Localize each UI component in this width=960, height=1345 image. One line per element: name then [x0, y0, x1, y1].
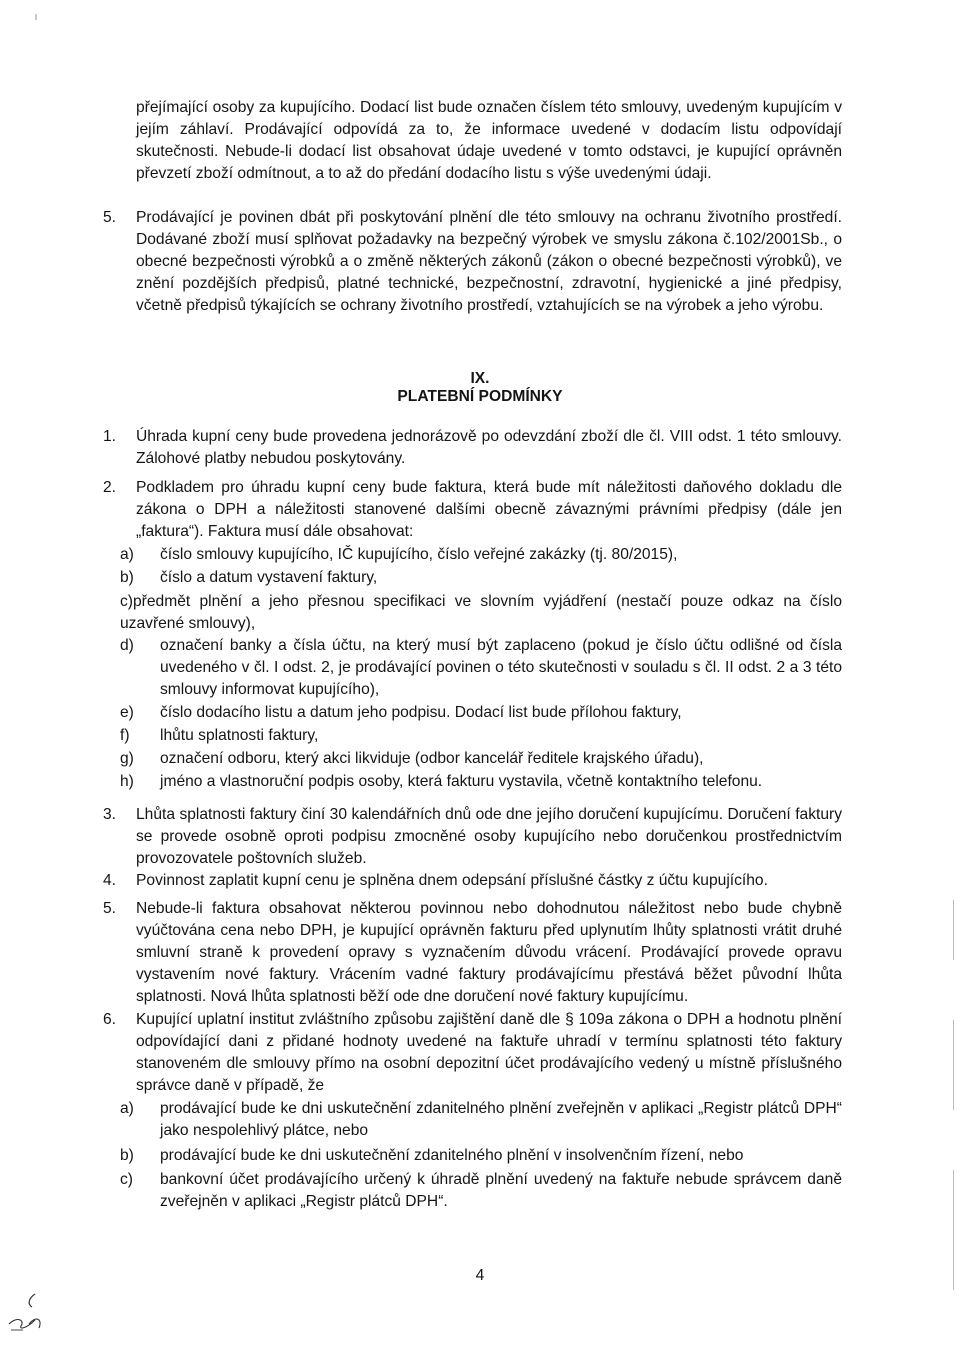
invoice-requirement-f: lhůtu splatnosti faktury, — [160, 727, 319, 744]
section-number: IX. — [470, 370, 490, 387]
payment-item-6: Kupující uplatní institut zvláštního způsobu zajištění daně dle § 109a zákona o DPH a hodnotu plnění odpovídající dani z přidané hodnoty uvedené na faktuře uhradí v termínu splatnosti této faktury stanoveném dle smlouvy přímo na osobní depozitní účet prodávajícího vedený u místně příslušného správce daně v případě, že — [136, 1011, 842, 1094]
subitem-letter: h) — [120, 773, 134, 790]
subitem-letter: g) — [120, 750, 134, 767]
item-number: 6. — [103, 1011, 117, 1028]
payment-item-1: Úhrada kupní ceny bude provedena jednorázově po odevzdání zboží dle čl. VIII odst. 1 této smlouvy. Zálohové platby nebudou poskytovány. — [136, 428, 842, 467]
vat-condition-b: prodávající bude ke dni uskutečnění zdanitelného plnění v insolvenčním řízení, nebo — [160, 1147, 744, 1164]
invoice-requirement-e: číslo dodacího listu a datum jeho podpisu. Dodací list bude přílohou faktury, — [160, 704, 682, 721]
section-title: PLATEBNÍ PODMÍNKY — [397, 388, 563, 405]
environment-paragraph: Prodávající je povinen dbát při poskytování plnění dle této smlouvy na ochranu životního prostředí. Dodávané zboží musí splňovat požadavky na bezpečný výrobek ve smyslu zákona č.102/2001Sb., o obecné bezpečnosti výrobků a o změně některých zákonů (zákon o obecné bezpečnosti výrobků), ve znění pozdějších předpisů, platné technické, bezpečnostní, zdravotní, hygienické a jiné předpisy, včetně předpisů týkajících se ochrany životního prostředí, vztahujících se na výrobek a jeho výrobu. — [136, 209, 842, 314]
subitem-letter: e) — [120, 704, 134, 721]
vat-condition-a: prodávající bude ke dni uskutečnění zdanitelného plnění zveřejněn v aplikaci „Registr plátců DPH“ jako nespolehlivý plátce, nebo — [160, 1100, 842, 1139]
subitem-letter: b) — [120, 569, 134, 586]
subitem-letter: a) — [120, 546, 134, 563]
invoice-requirement-a: číslo smlouvy kupujícího, IČ kupujícího, číslo veřejné zakázky (tj. 80/2015), — [160, 546, 678, 563]
handwritten-initials-icon — [5, 1290, 50, 1335]
invoice-requirement-b: číslo a datum vystavení faktury, — [160, 569, 378, 586]
item-number: 5. — [103, 900, 117, 917]
subitem-letter: b) — [120, 1147, 134, 1164]
invoice-requirement-d: označení banky a čísla účtu, na který musí být zaplaceno (pokud je číslo účtu odlišné od čísla uvedeného v čl. I odst. 2, je prodávající povinen o této skutečnosti v souladu s čl. II odst. 2 a 3 této smlouvy informovat kupujícího), — [160, 637, 842, 698]
item-number: 3. — [103, 806, 117, 823]
vat-condition-c: bankovní účet prodávajícího určený k úhradě plnění uvedený na faktuře nebude správcem daně zveřejněn v aplikaci „Registr plátců DPH“. — [160, 1171, 842, 1210]
subitem-letter: d) — [120, 637, 134, 654]
item-number: 2. — [103, 479, 117, 496]
invoice-requirement-h: jméno a vlastnoruční podpis osoby, která fakturu vystavila, včetně kontaktního telefonu. — [160, 773, 763, 790]
item-number: 5. — [103, 209, 117, 226]
payment-item-5: Nebude-li faktura obsahovat některou povinnou nebo dohodnutou náležitost nebo bude chybně vyúčtována cena nebo DPH, je kupující oprávněn fakturu před uplynutím lhůty splatnosti vrátit druhé smluvní straně k provedení opravy s vyznačením důvodu vrácení. Prodávající provede opravu vystavením nové faktury. Vrácením vadné faktury prodávajícímu přestává běžet původní lhůta splatnosti. Nová lhůta splatnosti běží ode dne doručení nové faktury kupujícímu. — [136, 900, 842, 1005]
intro-paragraph: přejímající osoby za kupujícího. Dodací list bude označen číslem této smlouvy, uvedeným kupujícím v jejím záhlaví. Prodávající odpovídá za to, že informace uvedené v dodacím listu odpovídají skutečnosti. Nebude-li dodací list obsahovat údaje uvedené v tomto odstavci, je kupující oprávněn převzetí zboží odmítnout, a to až do předání dodacího listu s výše uvedenými údaji. — [136, 99, 842, 182]
scan-edge-mark — [953, 1020, 954, 1110]
invoice-requirement-g: označení odboru, který akci likviduje (odbor kancelář ředitele krajského úřadu), — [160, 750, 704, 767]
invoice-requirement-c: c)předmět plnění a jeho přesnou specifikaci ve slovním vyjádření (nestačí pouze odkaz na číslo uzavřené smlouvy), — [120, 593, 842, 632]
page-number: 4 — [475, 1267, 485, 1284]
payment-item-4: Povinnost zaplatit kupní cenu je splněna dnem odepsání příslušné částky z účtu kupujícího. — [136, 872, 768, 889]
subitem-letter: a) — [120, 1100, 134, 1117]
scan-mark — [35, 14, 37, 20]
subitem-letter: f) — [120, 727, 130, 744]
subitem-letter: c) — [120, 1171, 133, 1188]
item-number: 4. — [103, 872, 117, 889]
payment-item-2: Podkladem pro úhradu kupní ceny bude faktura, která bude mít náležitosti daňového dokladu dle zákona o DPH a náležitosti stanovené dalšími obecně závaznými právními předpisy (dále jen „faktura“). Faktura musí dále obsahovat: — [136, 479, 842, 540]
scan-edge-mark — [953, 1170, 954, 1290]
payment-item-3: Lhůta splatnosti faktury činí 30 kalendářních dnů ode dne jejího doručení kupujícímu. Doručení faktury se provede osobně oproti podpisu zmocněné osoby kupujícího nebo doručenkou prostřednictvím provozovatele poštovních služeb. — [136, 806, 842, 867]
item-number: 1. — [103, 428, 117, 445]
scan-edge-mark — [953, 900, 954, 960]
